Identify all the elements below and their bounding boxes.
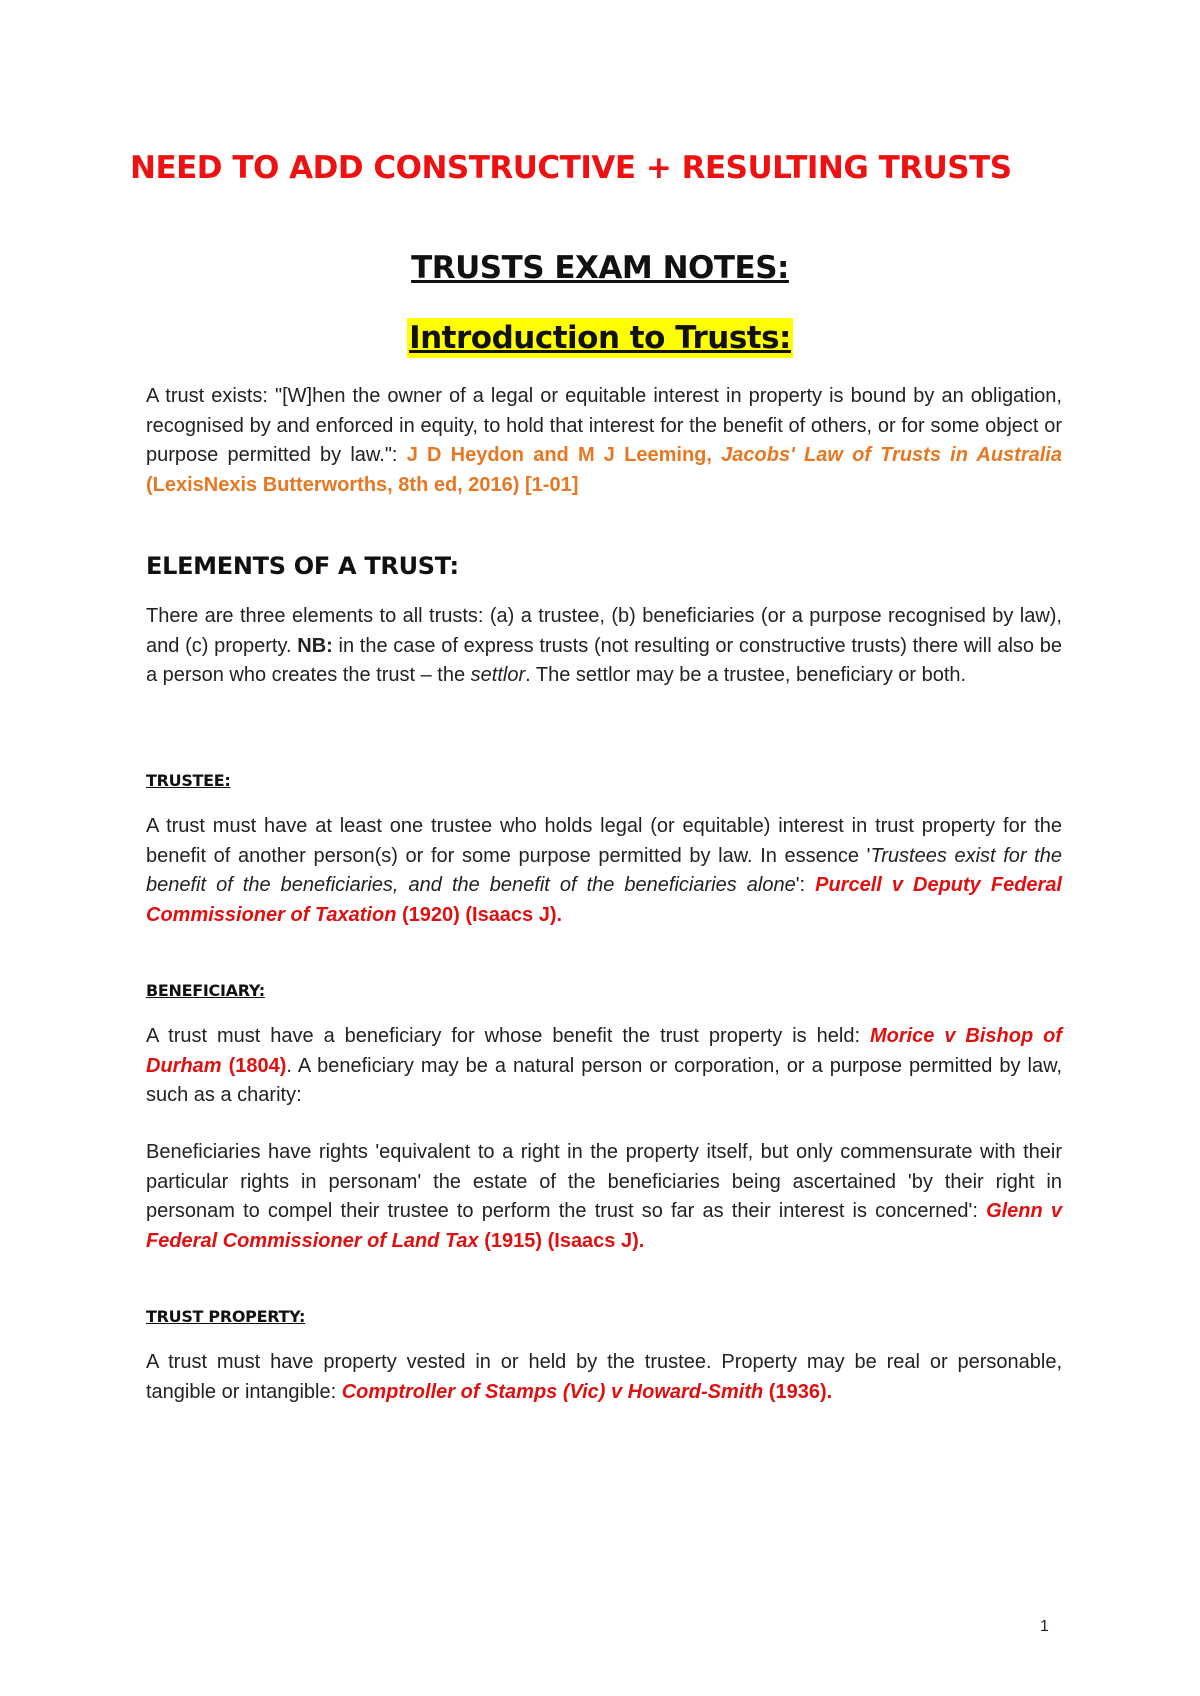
trustee-case: Purcell v Deputy Federal Commissioner of Taxation	[146, 874, 1062, 926]
todo-banner: NEED TO ADD CONSTRUCTIVE + RESULTING TRUSTS	[130, 150, 1012, 186]
intro-citation-book: Jacobs' Law of Trusts in Australia	[721, 444, 1062, 466]
page-number: 1	[1040, 1618, 1049, 1635]
beneficiary-text-3: Beneficiaries have rights 'equivalent to a right in the property itself, but only commensurate with their particular rights in personam' the estate of the beneficiaries being ascertained 'by their right in personam to compel their trustee to perform the trust so far as their interest is concerned':	[146, 1141, 1062, 1222]
property-case: Comptroller of Stamps (Vic) v Howard-Smith	[341, 1380, 764, 1403]
elements-nb: NB:	[297, 634, 333, 657]
elements-heading: ELEMENTS OF A TRUST:	[146, 552, 459, 580]
elements-text-1: There are three elements to all trusts: (a) a trustee, (b) beneficiaries (or a purpose recognised by law), and (c) property.	[146, 605, 1062, 657]
property-text: A trust must have property vested in or held by the trustee. Property may be real or personable, tangible or intangible:	[146, 1351, 1062, 1403]
trustee-heading: TRUSTEE:	[146, 771, 231, 790]
intro-text: A trust exists: "[W]hen the owner of a legal or equitable interest in property is bound by an obligation, recognised by and enforced in equity, to hold that interest for the benefit of others, or for some object or purpose permitted by law.":	[146, 385, 1062, 466]
property-case-tail: (1936).	[763, 1380, 833, 1403]
trustee-paragraph	[146, 812, 1062, 930]
beneficiary-case-1: Morice v Bishop of Durham	[146, 1025, 1062, 1077]
beneficiary-case-2: Glenn v Federal Commissioner of Land Tax	[146, 1200, 1063, 1252]
elements-text-2: in the case of express trusts (not resulting or constructive trusts) there will also be a person who creates the trust – the	[146, 634, 1062, 686]
beneficiary-heading: BENEFICIARY:	[146, 981, 265, 1000]
elements-paragraph	[146, 602, 1062, 691]
beneficiary-text-2: . A beneficiary may be a natural person or corporation, or a purpose permitted by law, such as a charity:	[146, 1054, 1062, 1106]
elements-settlor: settlor	[470, 664, 526, 686]
intro-paragraph	[146, 382, 1062, 500]
intro-heading-wrap	[0, 318, 1200, 358]
beneficiary-text-1: A trust must have a beneficiary for whose benefit the trust property is held:	[146, 1025, 870, 1047]
beneficiary-paragraph-2	[146, 1138, 1062, 1256]
trustee-case-tail: (1920) (Isaacs J).	[396, 903, 563, 926]
beneficiary-paragraph-1	[146, 1022, 1062, 1111]
document-title: TRUSTS EXAM NOTES:	[411, 250, 789, 286]
trustee-text-1: A trust must have at least one trustee who holds legal (or equitable) interest in trust property for the benefit of another person(s) or for some purpose permitted by law. In essence '	[146, 815, 1062, 867]
intro-heading: Introduction to Trusts:	[409, 320, 791, 356]
intro-citation-publisher: (LexisNexis Butterworths, 8th ed, 2016) [1-01]	[146, 473, 579, 496]
trust-property-paragraph	[146, 1348, 1062, 1407]
elements-text-3: . The settlor may be a trustee, beneficiary or both.	[525, 664, 967, 686]
trustee-text-2: ':	[795, 874, 816, 896]
beneficiary-case-1-tail: (1804)	[221, 1054, 287, 1077]
trust-property-heading: TRUST PROPERTY:	[146, 1307, 306, 1326]
beneficiary-case-2-tail: (1915) (Isaacs J).	[478, 1229, 645, 1252]
intro-citation-authors: J D Heydon and M J Leeming,	[406, 444, 712, 466]
trustee-quote: Trustees exist for the benefit of the beneficiaries, and the benefit of the beneficiaries alone	[146, 844, 1062, 896]
